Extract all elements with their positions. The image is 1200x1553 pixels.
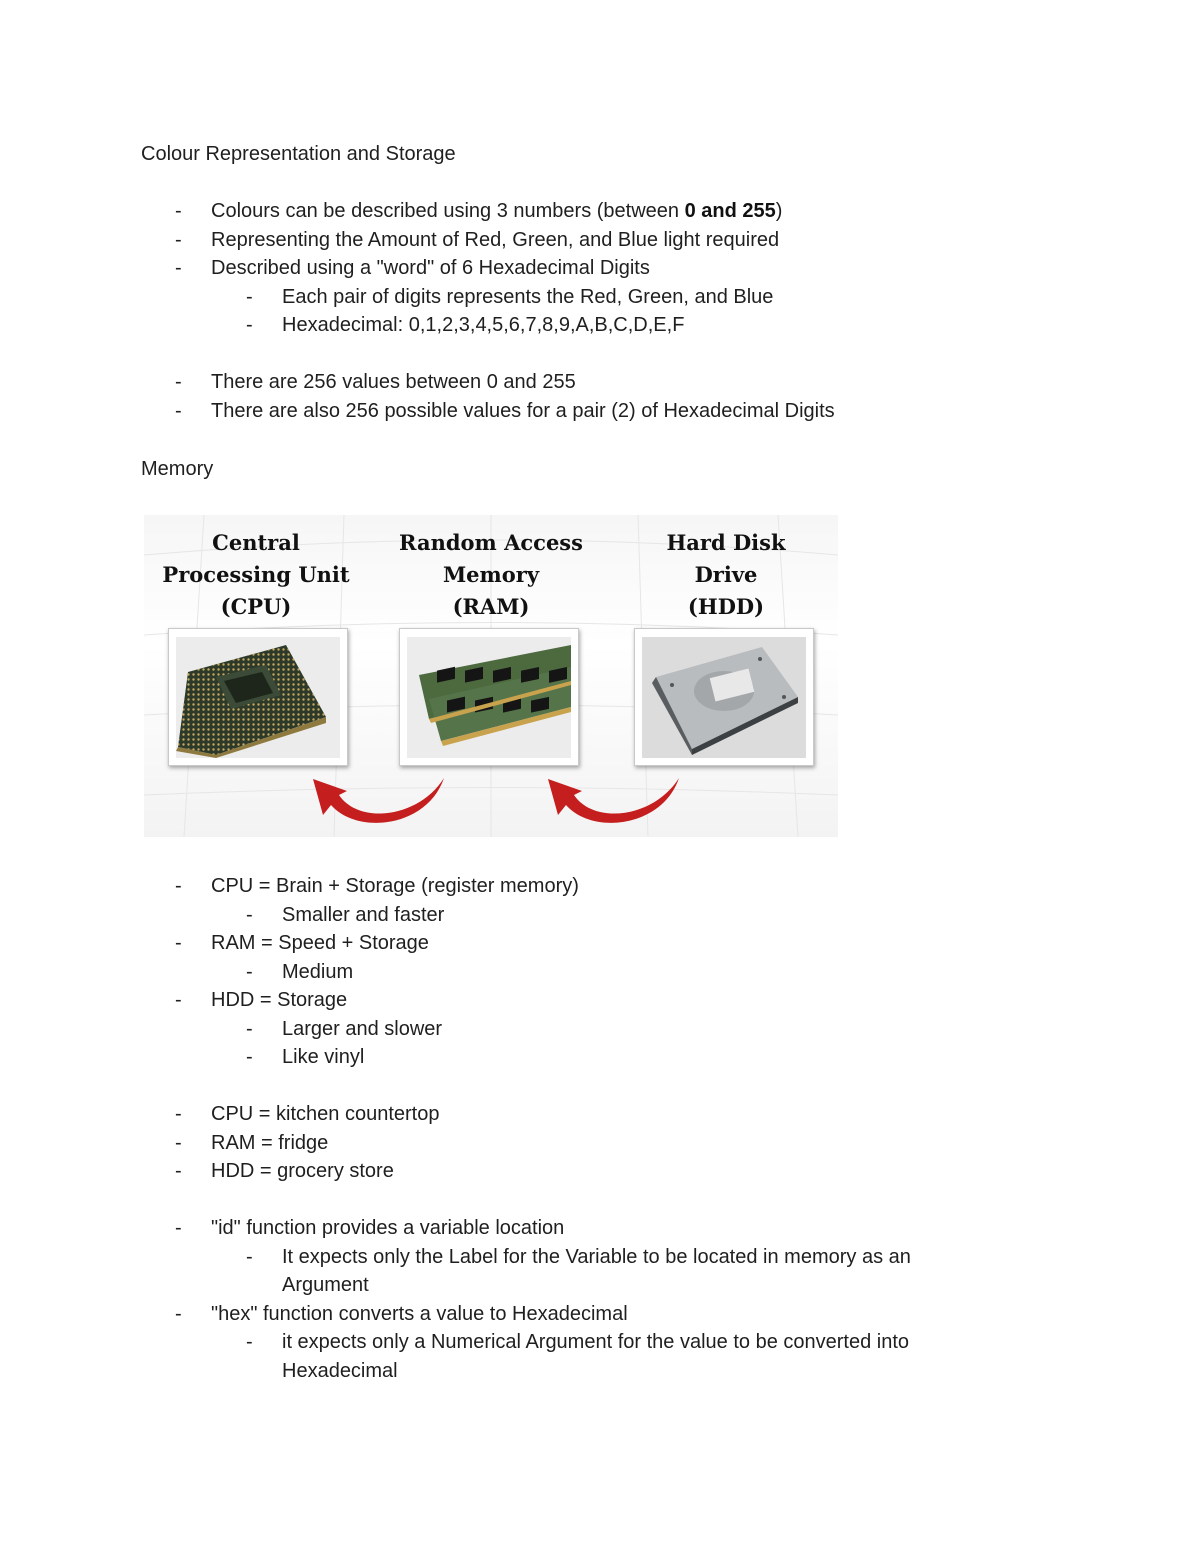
list-item [0,929,1200,958]
section-heading-colour: Colour Representation and Storage [141,143,456,165]
list-item-text: CPU = Brain + Storage (register memory) [211,875,579,897]
bullet-dash: - [246,314,253,336]
list-item-text: There are also 256 possible values for a pair (2) of Hexadecimal Digits [211,399,835,422]
list-item [0,197,1200,226]
list-item-text: HDD = grocery store [211,1160,394,1182]
bullet-dash: - [175,228,182,251]
list-item [0,226,1200,255]
list-item-text: HDD = Storage [211,989,348,1011]
bullet-dash: - [175,932,182,954]
arrow-hdd-to-ram-icon [544,773,684,833]
list-item [0,1214,1200,1243]
list-item-text: Colours can be described using 3 numbers (between 0 and 255) [211,200,783,222]
list-item [0,1100,1200,1129]
blank-line [0,1072,1200,1101]
bullet-dash: - [175,200,182,222]
list-item [0,254,1200,283]
list-item-text: Representing the Amount of Red, Green, and Blue light required [211,228,780,251]
list-item-text: It expects only the Label for the Variable to be located in memory as an Argument [282,1245,911,1296]
list-item [0,1300,1200,1329]
list-item-text: Medium [282,960,354,983]
list-item [0,1243,1200,1300]
bold-range: 0 and 255 [684,200,776,222]
list-item [0,368,1200,397]
bullet-dash: - [246,1017,253,1040]
list-item [0,958,1200,987]
list-item [0,397,1200,426]
list-item-text: Each pair of digits represents the Red, Green, and Blue [282,285,774,308]
blank-line [0,1186,1200,1215]
bullet-dash: - [175,1302,182,1325]
section-heading-memory: Memory [141,458,214,480]
hdd-photo-frame [634,628,814,766]
bullet-dash: - [175,257,182,279]
bullet-dash: - [246,1245,253,1268]
list-item-text: Like vinyl [282,1046,365,1068]
cpu-chip-icon [176,637,340,758]
list-item [0,901,1200,930]
list-item [0,283,1200,312]
memory-diagram-image [144,515,838,837]
list-item-text: There are 256 values between 0 and 255 [211,371,576,393]
cpu-photo-frame [168,628,348,766]
list-item [0,1157,1200,1186]
colour-list [0,197,1200,425]
list-item-text: Described using a "word" of 6 Hexadecimal Digits [211,257,650,279]
bullet-dash: - [175,371,182,393]
list-item-text: Smaller and faster [282,903,445,926]
list-item [0,311,1200,340]
hard-disk-icon [642,637,806,758]
list-item [0,1015,1200,1044]
bullet-dash: - [246,1046,253,1068]
list-item [0,872,1200,901]
bullet-dash: - [175,989,182,1011]
list-item-text: "hex" function converts a value to Hexadecimal [211,1302,628,1325]
list-item [0,1129,1200,1158]
bullet-dash: - [175,1103,182,1125]
bullet-dash: - [175,399,182,422]
arrow-ram-to-cpu-icon [309,773,449,833]
bullet-dash: - [175,1131,182,1154]
memory-list [0,872,1200,1385]
blank-line [0,340,1200,369]
cpu-title: Central Processing Unit (CPU) [162,530,350,619]
bullet-dash: - [175,875,182,897]
bullet-dash: - [246,285,253,308]
bullet-dash: - [246,960,253,983]
list-item [0,986,1200,1015]
list-item-text: Larger and slower [282,1017,443,1040]
bullet-dash: - [246,903,253,926]
list-item-text: RAM = fridge [211,1131,329,1154]
list-item-text: RAM = Speed + Storage [211,932,429,954]
ram-module-icon [407,637,571,758]
list-item [0,1043,1200,1072]
bullet-dash: - [246,1331,253,1353]
ram-title: Random Access Memory (RAM) [399,530,583,619]
ram-photo-frame [399,628,579,766]
list-item [0,1328,1200,1385]
list-item-text: "id" function provides a variable location [211,1217,565,1239]
list-item-text: Hexadecimal: 0,1,2,3,4,5,6,7,8,9,A,B,C,D,E,F [282,314,685,336]
list-item-text: CPU = kitchen countertop [211,1103,440,1125]
list-item-text: it expects only a Numerical Argument for the value to be converted into Hexadecimal [282,1331,910,1382]
bullet-dash: - [175,1160,182,1182]
hdd-title: Hard Disk Drive (HDD) [666,530,786,619]
bullet-dash: - [175,1217,182,1239]
